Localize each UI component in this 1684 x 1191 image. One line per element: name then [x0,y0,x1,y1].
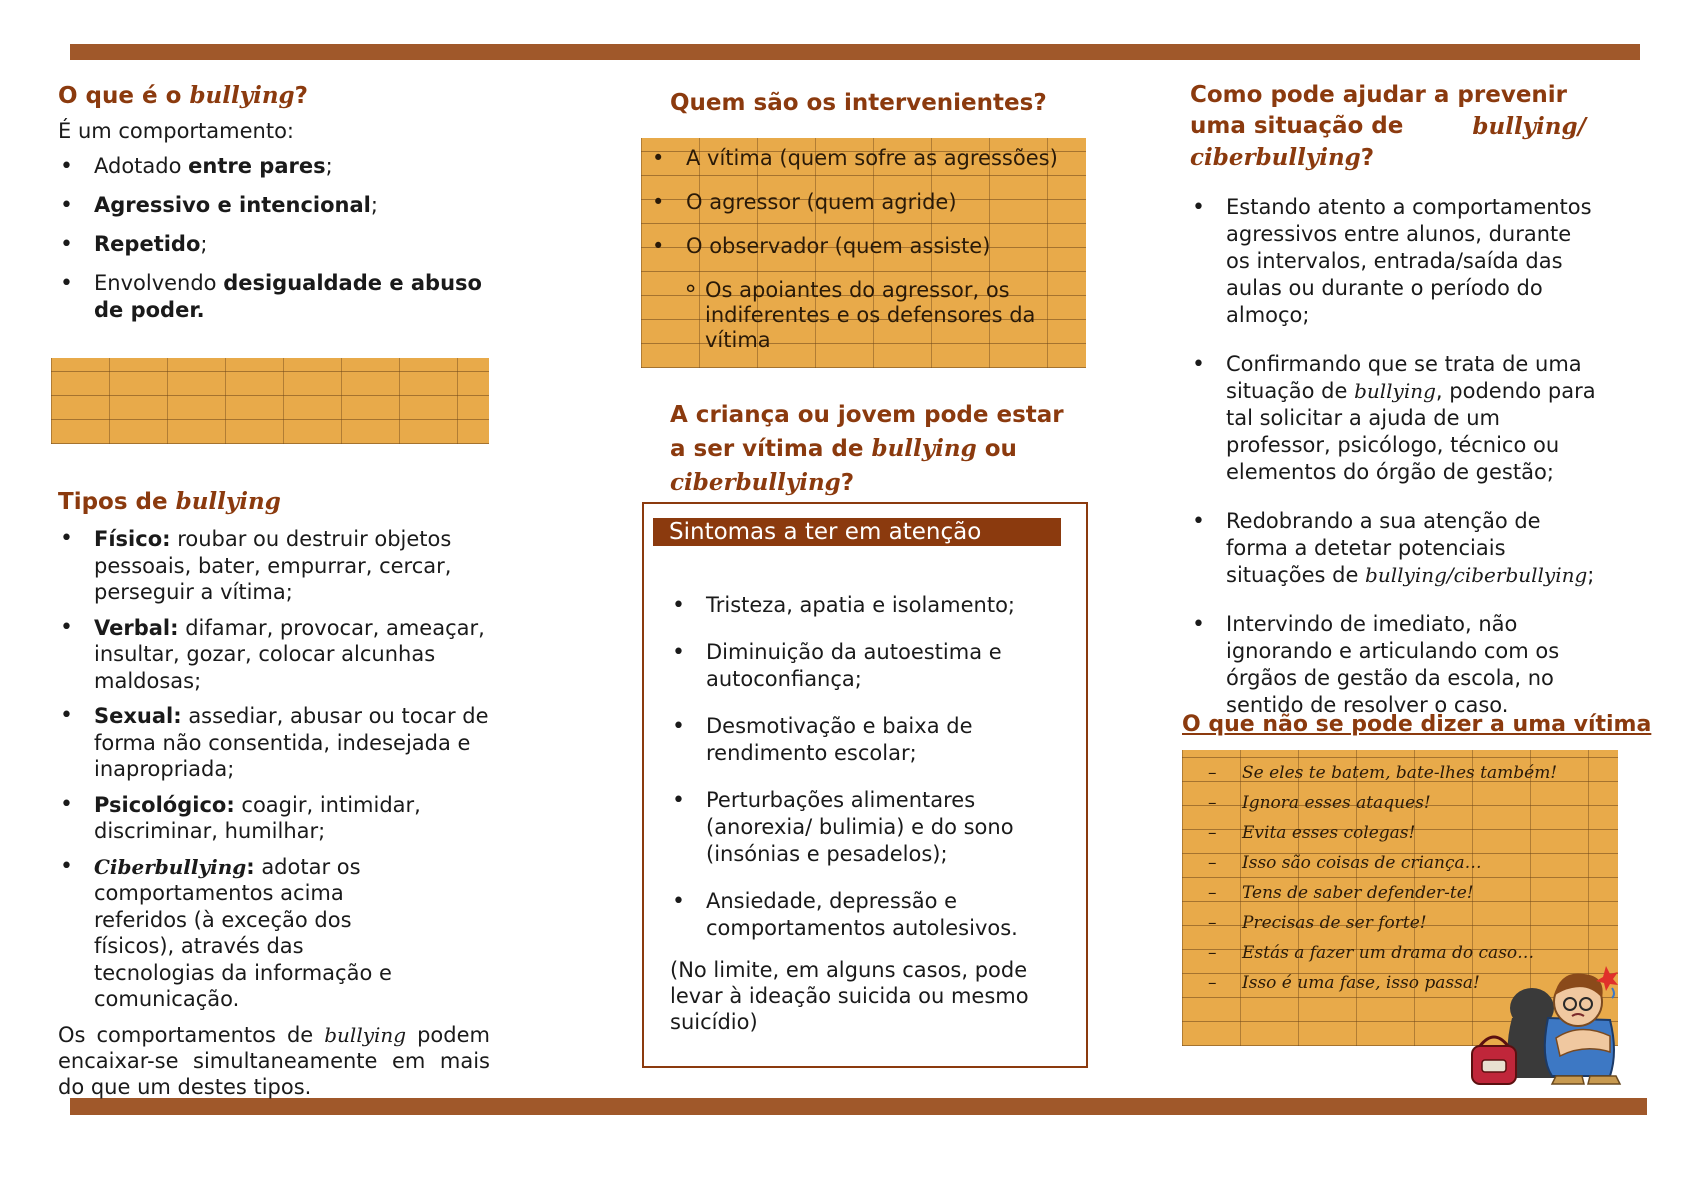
list-item: • Repetido; [58,231,488,258]
list-item: • Psicológico: coagir, intimidar, discriminar, humilhar; [58,792,490,845]
list-item: • Desmotivação e baixa de rendimento escolar; [670,713,1070,767]
list-item: • Verbal: difamar, provocar, ameaçar, insultar, gozar, colocar alcunhas maldosas; [58,615,490,695]
what-is-bullying-title: O que é o bullying? [58,82,308,109]
list-item: – Se eles te batem, bate-lhes também! [1182,758,1618,788]
list-item: • Tristeza, apatia e isolamento; [670,592,1070,619]
symptoms-note: (No limite, em alguns casos, pode levar à ideação suicida ou mesmo suicídio) [670,958,1029,1034]
shoe-right [1588,1076,1620,1084]
list-item: – Tens de saber defender-te! [1182,878,1618,908]
list-item: • Ciberbullying: adotar os comportamentos acima referidos (à exceção dos físicos), através das tecnologias da informação e comunicação. [58,854,490,1013]
tear-icon [1612,988,1614,998]
list-item: • A vítima (quem sofre as agressões) [641,146,1086,171]
intro-text: É um comportamento: [58,119,294,143]
list-item: ∘ Os apoiantes do agressor, os indiferentes e os defensores da vítima [641,278,1086,353]
list-item: • O observador (quem assiste) [641,234,1086,259]
prevention-list [1190,194,1596,731]
list-item: • Perturbações alimentares (anorexia/ bulimia) e do sono (insónias e pesadelos); [670,787,1070,868]
backpack-strap [1480,1037,1508,1046]
list-item: • Agressivo e intencional; [58,192,488,219]
actors-title: Quem são os intervenientes? [670,90,1047,116]
list-item: • Redobrando a sua atenção de forma a detetar potenciais situações de bullying/ciberbullying; [1190,508,1596,589]
bullying-types-section [58,486,490,1100]
column-left [58,80,488,336]
shoe-left [1552,1076,1584,1084]
dont-say-title: O que não se pode dizer a uma vítima [1182,712,1652,737]
symptoms-list [670,592,1070,962]
list-item: • Ansiedade, depressão e comportamentos autolesivos. [670,888,1070,942]
symptoms-box [642,502,1088,1068]
list-item: • Sexual: assediar, abusar ou tocar de forma não consentida, indesejada e inapropriada; [58,703,490,783]
list-item: – Evita esses colegas! [1182,818,1618,848]
closing-paragraph: Os comportamentos de bullying podem encaixar-se simultaneamente em mais do que um destes tipos. [58,1022,490,1099]
list-item: • Envolvendo desigualdade e abuso de poder. [58,270,488,324]
actors-brick-panel [641,138,1086,368]
list-item: • Intervindo de imediato, não ignorando e articulando com os órgãos de gestão da escola, no sentido de resolver o caso. [1190,611,1596,719]
list-item: • Confirmando que se trata de uma situação de bullying, podendo para tal solicitar a ajuda de um professor, psicólogo, técnico ou elementos do órgão de gestão; [1190,351,1596,486]
list-item: – Isso são coisas de criança… [1182,848,1618,878]
bottom-rule [70,1098,1647,1115]
brick-wall-banner [51,358,489,444]
backpack-pocket [1482,1060,1506,1072]
actors-list [641,138,1086,353]
list-item: • O agressor (quem agride) [641,190,1086,215]
list-item: – Estás a fazer um drama do caso… [1182,938,1618,968]
prevention-title: Como pode ajudar a prevenir uma situação de bullying/ ciberbullying? [1190,82,1586,171]
list-item: – Ignora esses ataques! [1182,788,1618,818]
list-item: • Físico: roubar ou destruir objetos pessoais, bater, empurrar, cercar, perseguir a vítima; [58,526,490,606]
list-item: • Adotado entre pares; [58,153,488,180]
bullying-types-title: Tipos de bullying [58,488,281,515]
list-item: • Estando atento a comportamentos agressivos entre alunos, durante os intervalos, entrada/saída das aulas ou durante o período do almoço; [1190,194,1596,329]
list-item: – Precisas de ser forte! [1182,908,1618,938]
top-rule [70,44,1640,60]
victim-signs-title: A criança ou jovem pode estar a ser vítima de bullying ou ciberbullying? [670,402,1064,496]
list-item: – Isso é uma fase, isso passa! [1182,968,1618,998]
types-list [58,526,490,1013]
traits-list [58,153,488,324]
sad-child-illustration [1460,948,1640,1088]
symptoms-header: Sintomas a ter em atenção [653,518,1061,546]
list-item: • Diminuição da autoestima e autoconfiança; [670,639,1070,693]
